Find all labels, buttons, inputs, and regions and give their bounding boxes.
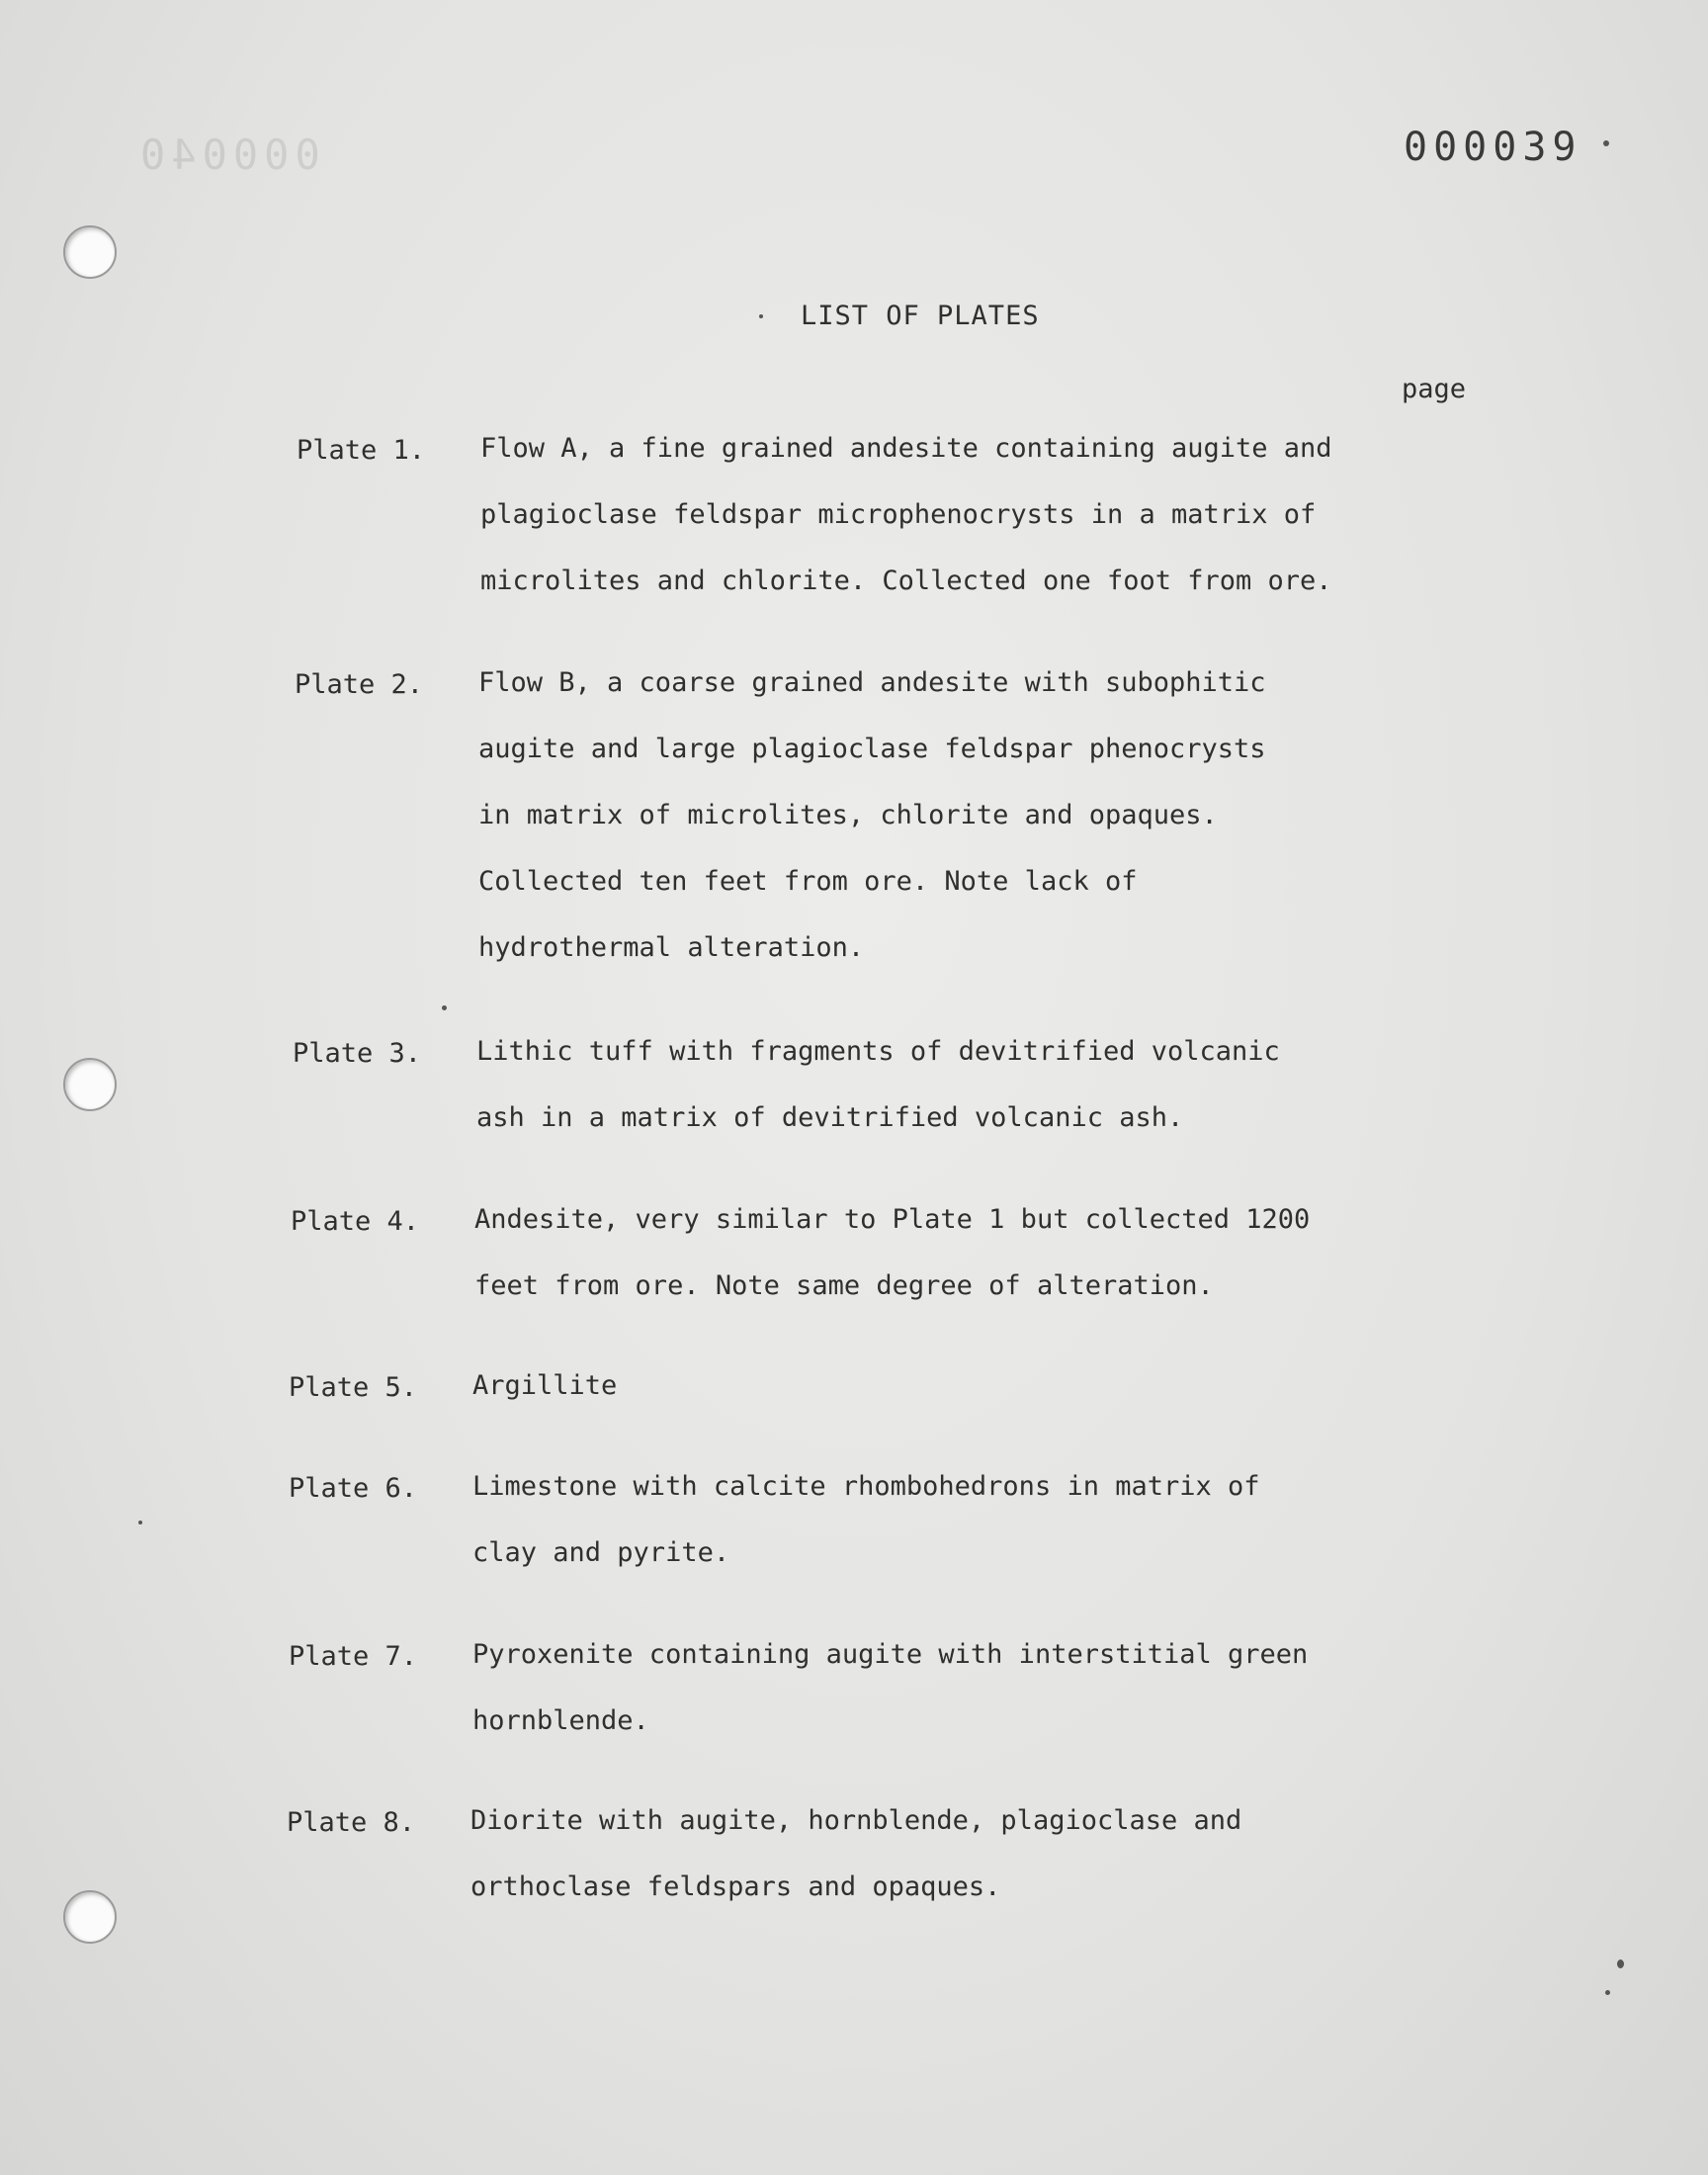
plate-line: Collected ten feet from ore. Note lack of bbox=[478, 866, 1138, 897]
scan-speck bbox=[138, 1521, 142, 1524]
punch-hole-top bbox=[63, 225, 117, 279]
plate-description bbox=[472, 1621, 1461, 1754]
plate-description bbox=[480, 415, 1469, 614]
plate-line: orthoclase feldspars and opaques. bbox=[470, 1871, 1001, 1902]
plate-line: Limestone with calcite rhombohedrons in matrix of bbox=[472, 1471, 1260, 1502]
plate-line: Flow B, a coarse grained andesite with subophitic bbox=[478, 667, 1266, 698]
plate-line: plagioclase feldspar microphenocrysts in a matrix of bbox=[480, 499, 1317, 530]
bleed-through-number: 000040 bbox=[134, 130, 320, 179]
plate-description bbox=[474, 1186, 1463, 1319]
plate-description bbox=[472, 1352, 1461, 1419]
plate-label: Plate 4. bbox=[291, 1206, 420, 1237]
page-title: LIST OF PLATES bbox=[801, 301, 1040, 331]
plate-label: Plate 7. bbox=[289, 1641, 418, 1672]
plate-description bbox=[478, 650, 1467, 981]
plate-line: microlites and chlorite. Collected one foot from ore. bbox=[480, 566, 1332, 596]
plate-line: Pyroxenite containing augite with interstitial green bbox=[472, 1639, 1309, 1670]
plate-line: in matrix of microlites, chlorite and opaques. bbox=[478, 800, 1218, 830]
plate-description bbox=[472, 1453, 1461, 1586]
plate-label: Plate 1. bbox=[297, 435, 426, 466]
plate-line: Argillite bbox=[472, 1370, 618, 1401]
plate-line: augite and large plagioclase feldspar phenocrysts bbox=[478, 734, 1266, 764]
plate-description bbox=[470, 1787, 1459, 1920]
page-column-label: page bbox=[1402, 374, 1467, 404]
scan-speck bbox=[1605, 1990, 1610, 1995]
plate-line: Flow A, a fine grained andesite containing augite and bbox=[480, 433, 1332, 464]
plate-label: Plate 5. bbox=[289, 1372, 418, 1403]
scan-speck bbox=[1617, 1959, 1624, 1968]
plate-line: hornblende. bbox=[472, 1705, 649, 1736]
plate-label: Plate 3. bbox=[293, 1038, 422, 1069]
plate-line: Lithic tuff with fragments of devitrified volcanic bbox=[476, 1036, 1280, 1067]
scan-speck bbox=[759, 314, 763, 318]
scan-speck bbox=[1603, 140, 1609, 146]
punch-hole-middle bbox=[63, 1058, 117, 1111]
plate-line: ash in a matrix of devitrified volcanic ash. bbox=[476, 1102, 1184, 1133]
punch-hole-bottom bbox=[63, 1890, 117, 1944]
page-number: 000039 bbox=[1404, 125, 1582, 170]
plate-label: Plate 8. bbox=[287, 1807, 416, 1838]
plate-line: Andesite, very similar to Plate 1 but collected 1200 bbox=[474, 1204, 1311, 1235]
scan-speck bbox=[442, 1005, 447, 1010]
plate-line: clay and pyrite. bbox=[472, 1537, 730, 1568]
plate-line: feet from ore. Note same degree of alteration. bbox=[474, 1270, 1214, 1301]
plate-label: Plate 6. bbox=[289, 1473, 418, 1504]
plate-line: hydrothermal alteration. bbox=[478, 932, 865, 963]
plate-line: Diorite with augite, hornblende, plagioclase and bbox=[470, 1805, 1242, 1836]
plate-description bbox=[476, 1018, 1465, 1151]
plate-label: Plate 2. bbox=[295, 669, 424, 700]
